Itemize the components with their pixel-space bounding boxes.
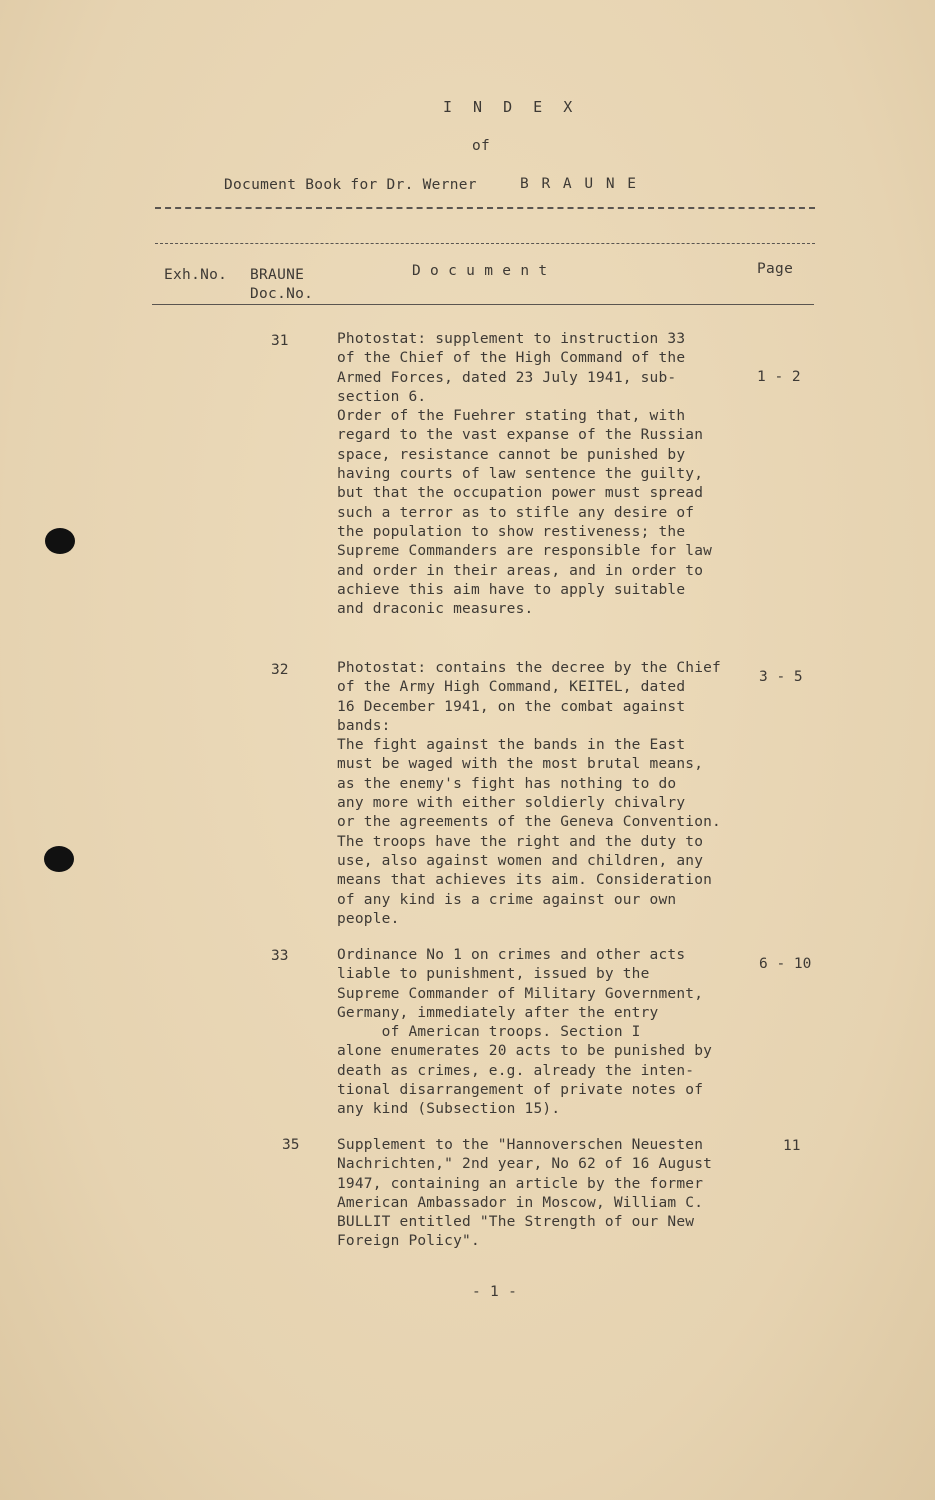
table-top-rule bbox=[155, 243, 815, 244]
subtitle-name: B R A U N E bbox=[520, 176, 639, 192]
subtitle-prefix: Document Book for Dr. Werner bbox=[224, 177, 477, 193]
doc-number: 31 bbox=[271, 333, 289, 349]
punch-hole-top bbox=[45, 528, 75, 554]
doc-number: 33 bbox=[271, 948, 289, 964]
page-range: 1 - 2 bbox=[757, 369, 801, 385]
col-doc-no: Doc.No. bbox=[250, 286, 314, 302]
doc-number: 35 bbox=[282, 1137, 300, 1153]
index-title: I N D E X bbox=[443, 98, 579, 116]
entry-description: Ordinance No 1 on crimes and other acts liable to punishment, issued by the Supreme Commander of Military Government, Germany, immediately after the entry of American troops. Section I alone enumerates 20 acts to be punished by death as crimes, e.g. already the inten- tional disarrangement of private notes of any kind (Subsection 15). bbox=[337, 947, 713, 1118]
page-number: - 1 - bbox=[472, 1284, 518, 1300]
punch-hole-bottom bbox=[44, 846, 74, 872]
page-range: 3 - 5 bbox=[759, 669, 803, 685]
entry-description: Supplement to the "Hannoverschen Neuesten Nachrichten," 2nd year, No 62 of 16 August 1947, containing an article by the former American Ambassador in Moscow, William C. BULLIT entitled "The Strength of our New Foreign Policy". bbox=[337, 1137, 713, 1250]
index-of: of bbox=[472, 138, 491, 154]
page-range: 11 bbox=[783, 1138, 801, 1154]
page-range: 6 - 10 bbox=[759, 956, 812, 972]
col-document: D o c u m e n t bbox=[412, 263, 548, 279]
header-divider bbox=[155, 207, 815, 209]
col-exh-no: Exh.No. bbox=[164, 267, 228, 283]
header-bottom-rule bbox=[152, 304, 814, 305]
entry-description: Photostat: supplement to instruction 33 of the Chief of the High Command of the Armed Forces, dated 23 July 1941, sub- section 6. Order of the Fuehrer stating that, with regard to the vast expanse of the Russian space, resistance cannot be punished by having courts of law sentence the guilty, but that the occupation power must spread such a terror as to stifle any desire of the population to show restiveness; the Supreme Commanders are responsible for law and order in their areas, and in order to achieve this aim have to apply suitable and draconic measures. bbox=[337, 331, 713, 618]
doc-number: 32 bbox=[271, 662, 289, 678]
col-braune: BRAUNE bbox=[250, 267, 305, 283]
entry-description: Photostat: contains the decree by the Chief of the Army High Command, KEITEL, dated 16 December 1941, on the combat against bands: The fight against the bands in the East must be waged with the most brutal means, as the enemy's fight has nothing to do any more with either soldierly chivalry or the agreements of the Geneva Convention. The troops have the right and the duty to use, also against women and children, any means that achieves its aim. Consideration of any kind is a crime against our own people. bbox=[337, 660, 721, 927]
col-page: Page bbox=[757, 261, 794, 277]
